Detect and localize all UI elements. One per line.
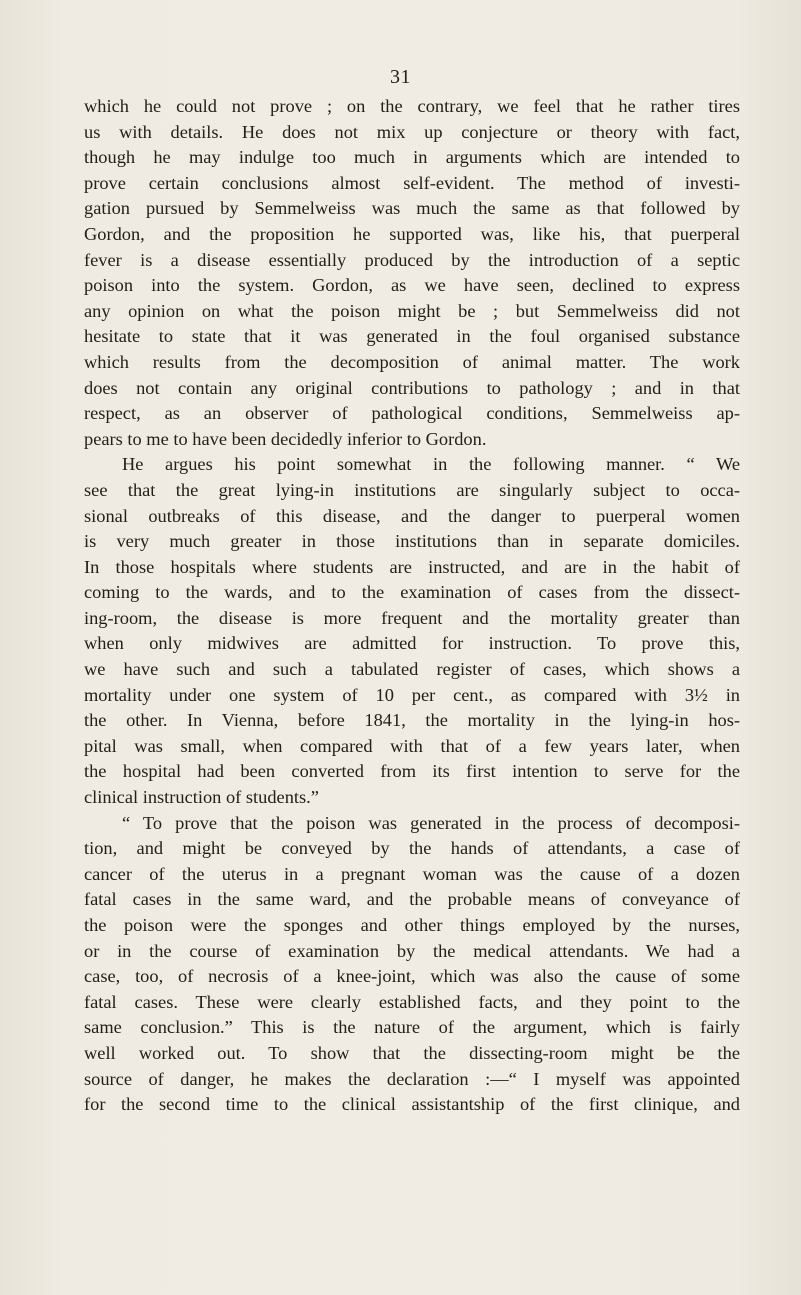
text-line: mortality under one system of 10 per cent., as compared with 3½ in	[84, 684, 740, 705]
text-line: poison into the system. Gordon, as we have seen, declined to express	[84, 275, 740, 296]
text-line: though he may indulge too much in arguments which are intended to	[84, 147, 740, 168]
text-line: source of danger, he makes the declaration :—“ I myself was appointed	[84, 1068, 740, 1089]
body-text	[84, 94, 740, 1118]
text-line: any opinion on what the poison might be ; but Semmelweiss did not	[84, 300, 740, 321]
text-line: us with details. He does not mix up conjecture or theory with fact,	[84, 121, 740, 142]
text-line: He argues his point somewhat in the following manner. “ We	[122, 454, 740, 475]
text-line: when only midwives are admitted for instruction. To prove this,	[84, 633, 740, 654]
page-number: 31	[390, 66, 411, 88]
text-line: cancer of the uterus in a pregnant woman was the cause of a dozen	[84, 863, 740, 884]
text-line: ing-room, the disease is more frequent and the mortality greater than	[84, 607, 740, 628]
text-line: fever is a disease essentially produced by the introduction of a septic	[84, 249, 740, 270]
text-line: the poison were the sponges and other things employed by the nurses,	[84, 915, 740, 935]
text-line: prove certain conclusions almost self-evident. The method of investi-	[84, 172, 740, 193]
text-line: Gordon, and the proposition he supported was, like his, that puerperal	[84, 223, 740, 244]
text-line: pital was small, when compared with that of a few years later, when	[84, 735, 740, 756]
text-line: well worked out. To show that the dissecting-room might be the	[84, 1042, 740, 1063]
text-line: tion, and might be conveyed by the hands of attendants, a case of	[84, 838, 740, 859]
text-line: respect, as an observer of pathological conditions, Semmelweiss ap-	[84, 403, 740, 424]
text-line: same conclusion.” This is the nature of the argument, which is fairly	[84, 1017, 740, 1038]
text-line: gation pursued by Semmelweiss was much the same as that followed by	[84, 198, 740, 219]
text-line: the hospital had been converted from its first intention to serve for the	[84, 761, 740, 782]
text-line: fatal cases in the same ward, and the probable means of conveyance of	[84, 889, 740, 910]
text-line: is very much greater in those institutions than in separate domiciles.	[84, 531, 740, 552]
text-line: the other. In Vienna, before 1841, the mortality in the lying-in hos-	[84, 710, 740, 731]
text-line: hesitate to state that it was generated in the foul organised substance	[84, 326, 740, 347]
text-line: which results from the decomposition of animal matter. The work	[84, 351, 740, 372]
text-line: pears to me to have been decidedly inferior to Gordon.	[84, 428, 487, 449]
text-line: coming to the wards, and to the examination of cases from the dissect-	[84, 582, 740, 603]
text-line: “ To prove that the poison was generated in the process of decomposi-	[122, 812, 740, 833]
text-line: case, too, of necrosis of a knee-joint, which was also the cause of some	[84, 966, 740, 987]
text-line: sional outbreaks of this disease, and the danger to puerperal women	[84, 505, 740, 526]
text-line: for the second time to the clinical assistantship of the first clinique, and	[84, 1094, 740, 1115]
text-line: clinical instruction of students.”	[84, 787, 319, 808]
text-line: or in the course of examination by the medical attendants. We had a	[84, 940, 740, 961]
text-line: does not contain any original contributions to pathology ; and in that	[84, 377, 740, 398]
text-line: which he could not prove ; on the contrary, we feel that he rather tires	[84, 96, 740, 116]
text-line: fatal cases. These were clearly established facts, and they point to the	[84, 991, 740, 1012]
text-line: see that the great lying-in institutions are singularly subject to occa-	[84, 479, 740, 500]
text-line: we have such and such a tabulated register of cases, which shows a	[84, 659, 740, 680]
text-line: In those hospitals where students are instructed, and are in the habit of	[84, 556, 740, 577]
